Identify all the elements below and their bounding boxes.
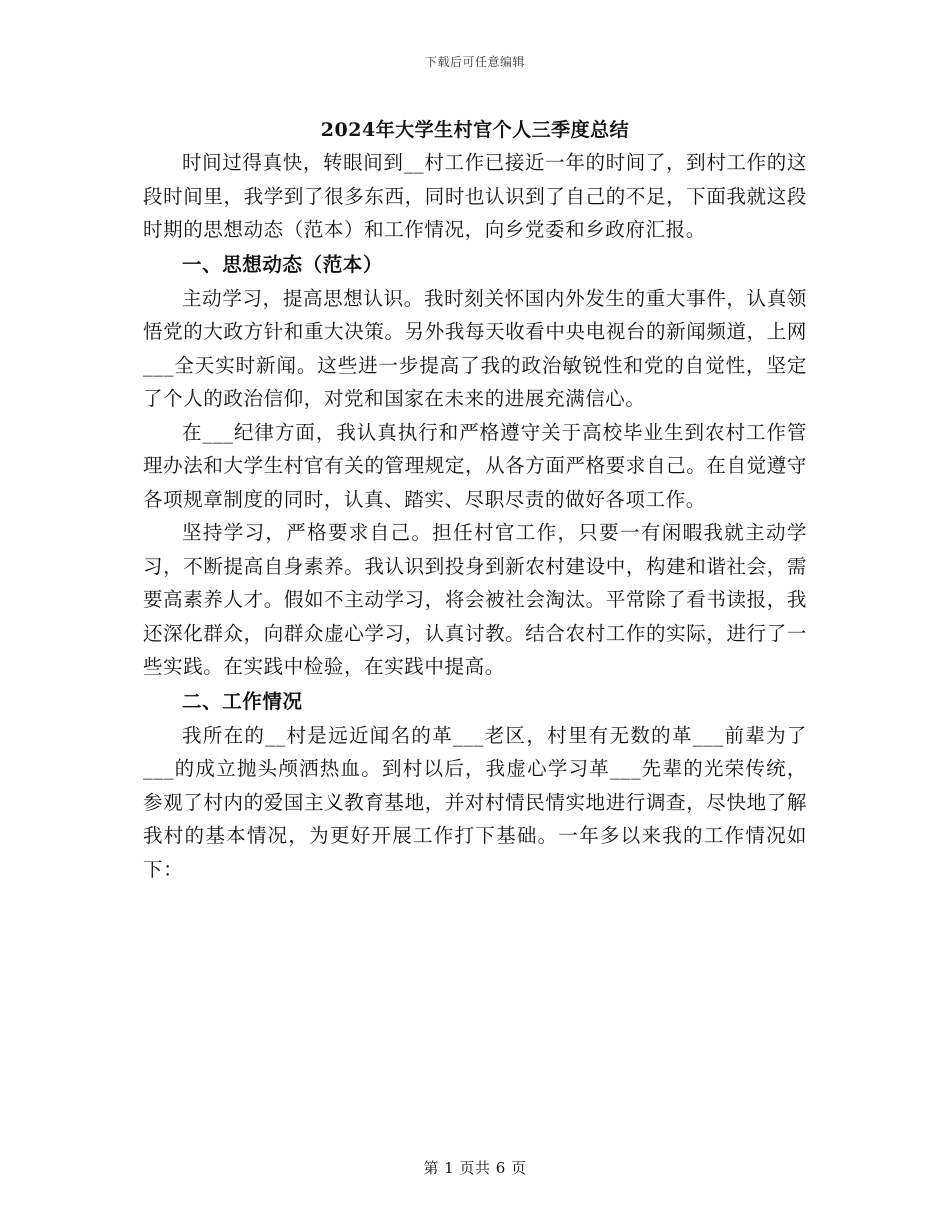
document-title: 2024年大学生村官个人三季度总结 [320, 119, 630, 141]
intro-paragraph: 时间过得真快，转眼间到__村工作已接近一年的时间了，到村工作的这段时间里，我学到了很多东西，同时也认识到了自己的不足，下面我就这段时期的思想动态（范本）和工作情况，向乡党委和乡政府汇报。 [143, 151, 807, 241]
section-heading-work: 二、工作情况 [182, 689, 303, 713]
page-header: 下载后可任意编辑 [424, 55, 525, 69]
body-paragraph: 我所在的__村是远近闻名的革___老区，村里有无数的革___前辈为了___的成立抛头颅洒热血。到村以后，我虚心学习革___先辈的光荣传统，参观了村内的爱国主义教育基地，并对村情民情实地进行调查，尽快地了解我村的基本情况，为更好开展工作打下基础。一年多以来我的工作情况如下： [143, 723, 807, 881]
body-paragraph: 在___纪律方面，我认真执行和严格遵守关于高校毕业生到农村工作管理办法和大学生村官有关的管理规定，从各方面严格要求自己。在自觉遵守各项规章制度的同时，认真、踏实、尽职尽责的做好各项工作。 [143, 420, 807, 511]
section-heading-thoughts: 一、思想动态（范本） [182, 252, 384, 276]
document-body [143, 146, 807, 886]
body-paragraph: 坚持学习，严格要求自己。担任村官工作，只要一有闲暇我就主动学习，不断提高自身素养。我认识到投身到新农村建设中，构建和谐社会，需要高素养人才。假如不主动学习，将会被社会淘汰。平常除了看书读报，我还深化群众，向群众虚心学习，认真讨教。结合农村工作的实际，进行了一些实践。在实践中检验，在实践中提高。 [143, 521, 807, 678]
page-number: 第 1 页共 6 页 [423, 1159, 527, 1177]
body-paragraph: 主动学习，提高思想认识。我时刻关怀国内外发生的重大事件，认真领悟党的大政方针和重大决策。另外我每天收看中央电视台的新闻频道，上网___全天实时新闻。这些进一步提高了我的政治敏锐性和党的自觉性，坚定了个人的政治信仰，对党和国家在未来的进展充满信心。 [143, 286, 807, 410]
